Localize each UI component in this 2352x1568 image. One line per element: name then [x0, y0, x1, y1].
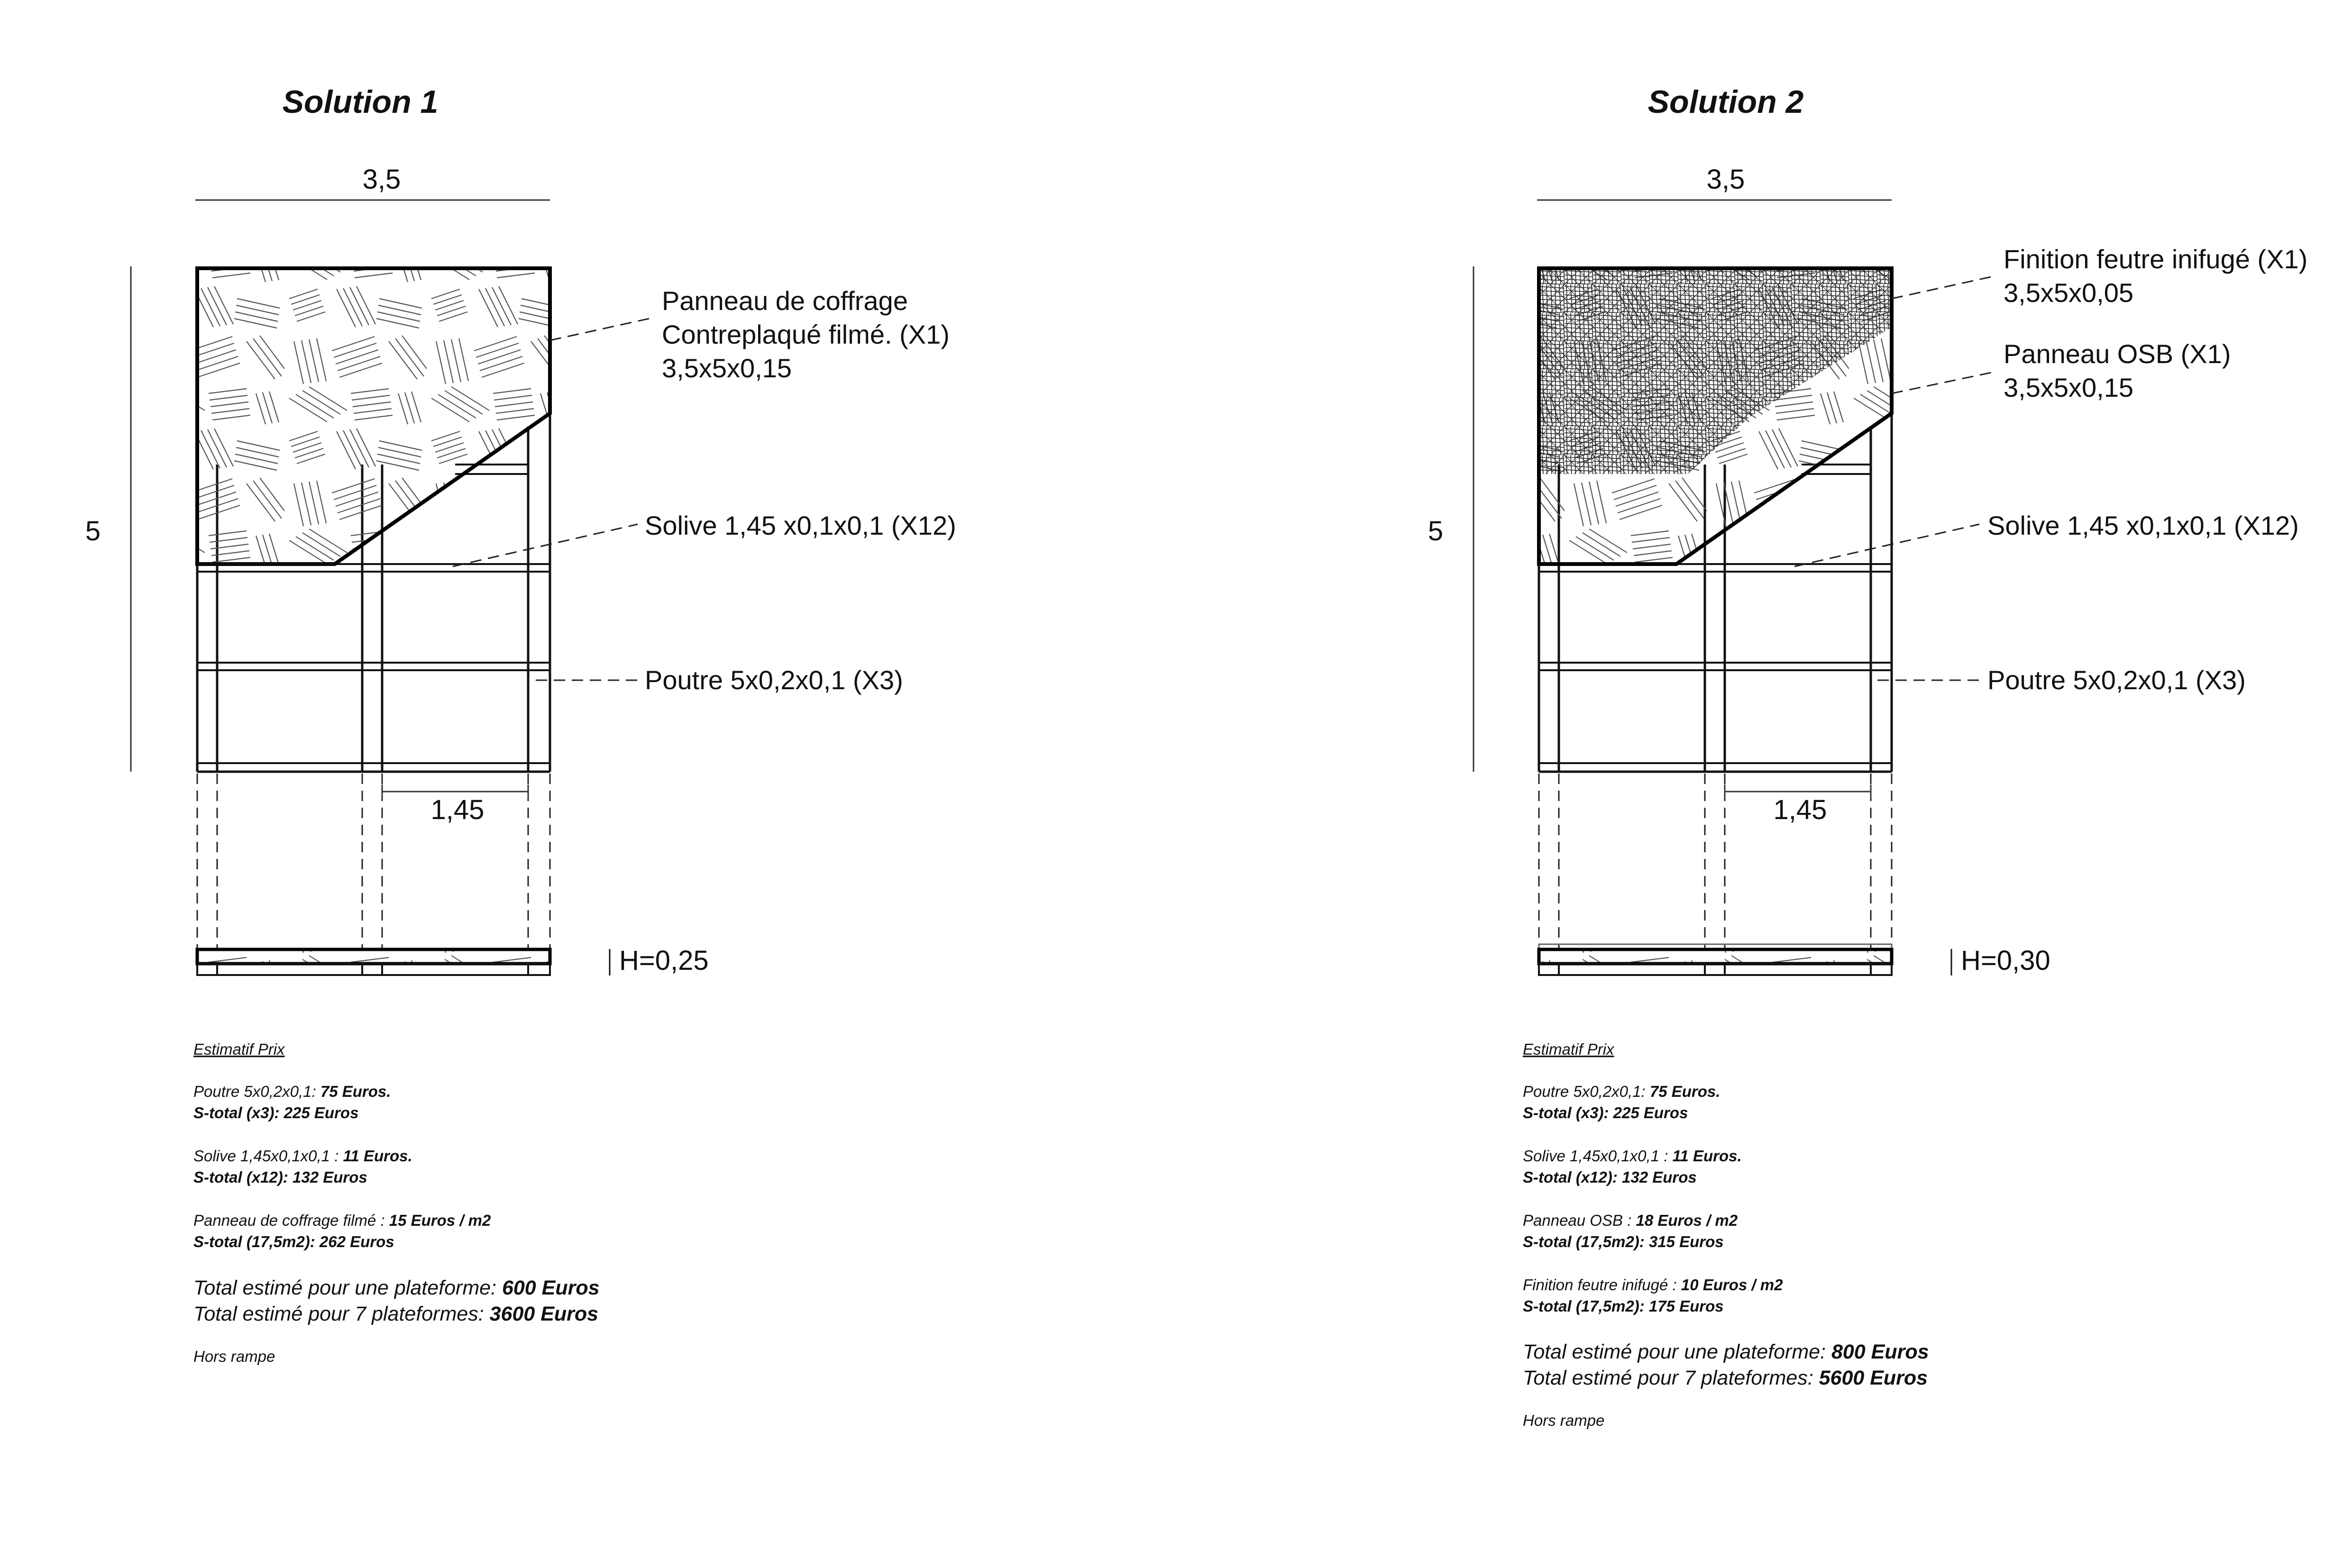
solive-callout: Solive 1,45 x0,1x0,1 (X12) [645, 511, 956, 540]
estimate-total-seven: Total estimé pour 7 plateformes: 5600 Euros [1523, 1367, 1928, 1389]
poutre-callout: Poutre 5x0,2x0,1 (X3) [1987, 665, 2246, 695]
width-dimension-label: 3,5 [1706, 164, 1745, 195]
estimate-subtotal-poutre: S-total (x3): 225 Euros [193, 1104, 359, 1121]
estimate-total-seven: Total estimé pour 7 plateformes: 3600 Euros [193, 1303, 599, 1325]
estimate-item-solive: Solive 1,45x0,1x0,1 : 11 Euros. [193, 1147, 412, 1165]
estimate-subtotal-solive: S-total (x12): 132 Euros [1523, 1168, 1697, 1186]
price-estimate [1523, 1040, 1929, 1429]
span-dimension-label: 1,45 [1773, 794, 1827, 825]
dashed-extension [197, 774, 550, 948]
formwork-panel-hatched [197, 268, 550, 564]
estimate-note: Hors rampe [1523, 1412, 1605, 1429]
span-dimension-label: 1,45 [430, 794, 485, 825]
estimate-heading: Estimatif Prix [193, 1040, 285, 1058]
panel-callout-line-2: Contreplaqué filmé. (X1) [662, 319, 950, 349]
estimate-item-osb: Panneau OSB : 18 Euros / m2 [1523, 1212, 1738, 1229]
estimate-item-feutre: Finition feutre inifugé : 10 Euros / m2 [1523, 1276, 1783, 1294]
estimate-total-one: Total estimé pour une plateforme: 600 Euros [193, 1276, 600, 1299]
solution-2-title: Solution 2 [1647, 84, 1804, 120]
height-label: H=0,30 [1961, 945, 2050, 976]
section-view [1539, 944, 1951, 975]
height-label: H=0,25 [619, 945, 709, 976]
estimate-item-panneau: Panneau de coffrage filmé : 15 Euros / m2 [193, 1212, 491, 1229]
estimate-note: Hors rampe [193, 1348, 275, 1365]
estimate-heading: Estimatif Prix [1523, 1040, 1614, 1058]
length-dimension-label: 5 [1428, 516, 1444, 547]
finish-callout-line-1: Finition feutre inifugé (X1) [2004, 244, 2308, 274]
solive-callout: Solive 1,45 x0,1x0,1 (X12) [1987, 511, 2299, 540]
osb-callout-line-1: Panneau OSB (X1) [2004, 339, 2231, 369]
dashed-extension [1539, 774, 1892, 948]
section-view [197, 949, 610, 975]
estimate-subtotal-feutre: S-total (17,5m2): 175 Euros [1523, 1297, 1724, 1315]
length-dimension-label: 5 [85, 516, 101, 547]
estimate-item-poutre: Poutre 5x0,2x0,1: 75 Euros. [193, 1083, 391, 1100]
finish-callout-line-2: 3,5x5x0,05 [2004, 278, 2133, 308]
solution-2 [1428, 84, 2307, 1429]
price-estimate [193, 1040, 600, 1365]
osb-callout-line-2: 3,5x5x0,15 [2004, 373, 2133, 402]
estimate-subtotal-osb: S-total (17,5m2): 315 Euros [1523, 1233, 1724, 1250]
estimate-total-one: Total estimé pour une plateforme: 800 Euros [1523, 1340, 1929, 1363]
solution-1 [85, 84, 956, 1365]
width-dimension-label: 3,5 [362, 164, 401, 195]
poutre-callout: Poutre 5x0,2x0,1 (X3) [645, 665, 903, 695]
panel-callout-line-1: Panneau de coffrage [662, 286, 908, 316]
estimate-subtotal-solive: S-total (x12): 132 Euros [193, 1168, 367, 1186]
solution-1-title: Solution 1 [282, 84, 439, 120]
estimate-item-poutre: Poutre 5x0,2x0,1: 75 Euros. [1523, 1083, 1721, 1100]
panel-callout-line-3: 3,5x5x0,15 [662, 353, 792, 383]
estimate-item-solive: Solive 1,45x0,1x0,1 : 11 Euros. [1523, 1147, 1742, 1165]
estimate-subtotal-poutre: S-total (x3): 225 Euros [1523, 1104, 1688, 1121]
estimate-subtotal-panneau: S-total (17,5m2): 262 Euros [193, 1233, 394, 1250]
